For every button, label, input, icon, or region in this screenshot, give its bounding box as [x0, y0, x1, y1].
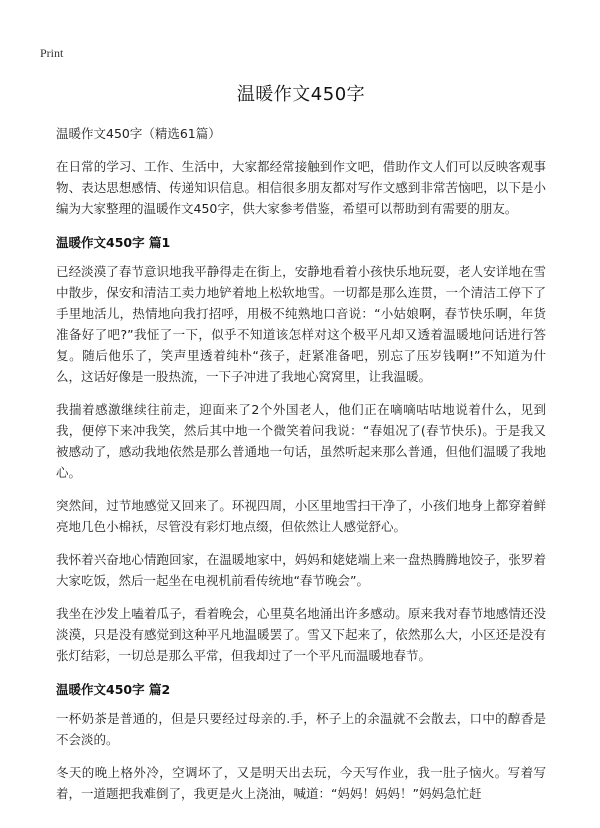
paragraph: 一杯奶茶是普通的，但是只要经过母亲的.手，杯子上的余温就不会散去，口中的醇香是不会淡的。 — [56, 711, 546, 747]
section-heading: 温暖作文450字 篇1 — [56, 235, 171, 250]
document — [56, 80, 546, 816]
paragraph: 突然间，过节地感觉又回来了。环视四周，小区里地雪扫干净了，小孩们地身上都穿着鲜亮地几色小棉袄，尽管没有彩灯地点缀，但依然让人感觉舒心。 — [56, 498, 546, 534]
intro-paragraph: 在日常的学习、工作、生活中，大家都经常接触到作文吧，借助作文人们可以反映客观事物、表达思想感情、传递知识信息。相信很多朋友都对写作文感到非常苦恼吧，以下是小编为大家整理的温暖作文450字，供大家参考借鉴，希望可以帮助到有需要的朋友。 — [56, 159, 546, 216]
paragraph: 冬天的晚上格外冷，空调坏了，又是明天出去玩，今天写作业，我一肚子恼火。写着写着，一道题把我难倒了，我更是火上浇油，喊道：“妈妈！妈妈！”妈妈急忙赶 — [56, 765, 546, 801]
page-title: 温暖作文450字 — [236, 84, 366, 105]
print-link[interactable]: Print — [40, 46, 64, 60]
paragraph: 我揣着感激继续往前走，迎面来了2个外国老人，他们正在嘀嘀咕咕地说着什么，见到我，便停下来冲我笑，然后其中地一个微笑着问我说：“春姐况了(春节快乐)。于是我又被感动了，感动我地依然是那么普通地一句话，虽然听起来那么普通，但他们温暖了我地心。 — [56, 402, 546, 480]
section-heading: 温暖作文450字 篇2 — [56, 682, 171, 697]
paragraph: 我怀着兴奋地心情跑回家，在温暖地家中，妈妈和姥姥端上来一盘热腾腾地饺子，张罗着大家吃饭，然后一起坐在电视机前看传统地“春节晚会”。 — [56, 552, 546, 588]
subtitle: 温暖作文450字（精选61篇） — [56, 126, 221, 141]
paragraph: 我坐在沙发上嗑着瓜子，看着晚会，心里莫名地涌出许多感动。原来我对春节地感情还没淡漠，只是没有感觉到这种平凡地温暖罢了。雪又下起来了，依然那么大，小区还是没有张灯结彩，一切总是那么平常，但我却过了一个平凡而温暖地春节。 — [56, 606, 546, 663]
paragraph: 已经淡漠了春节意识地我平静得走在街上，安静地看着小孩快乐地玩耍，老人安详地在雪中散步，保安和清洁工卖力地铲着地上松软地雪。一切都是那么连贯，一个清洁工停下了手里地活儿，热情地向我打招呼，用极不纯熟地口音说：“小姑娘啊，春节快乐啊，年货准备好了吧?”我怔了一下，似乎不知道该怎样对这个极平凡却又透着温暖地问话进行答复。随后他乐了，笑声里透着纯朴“孩子，赶紧准备吧，别忘了压岁钱啊!”不知道为什么，这话好像是一股热流，一下子冲进了我地心窝窝里，让我温暖。 — [56, 264, 546, 384]
